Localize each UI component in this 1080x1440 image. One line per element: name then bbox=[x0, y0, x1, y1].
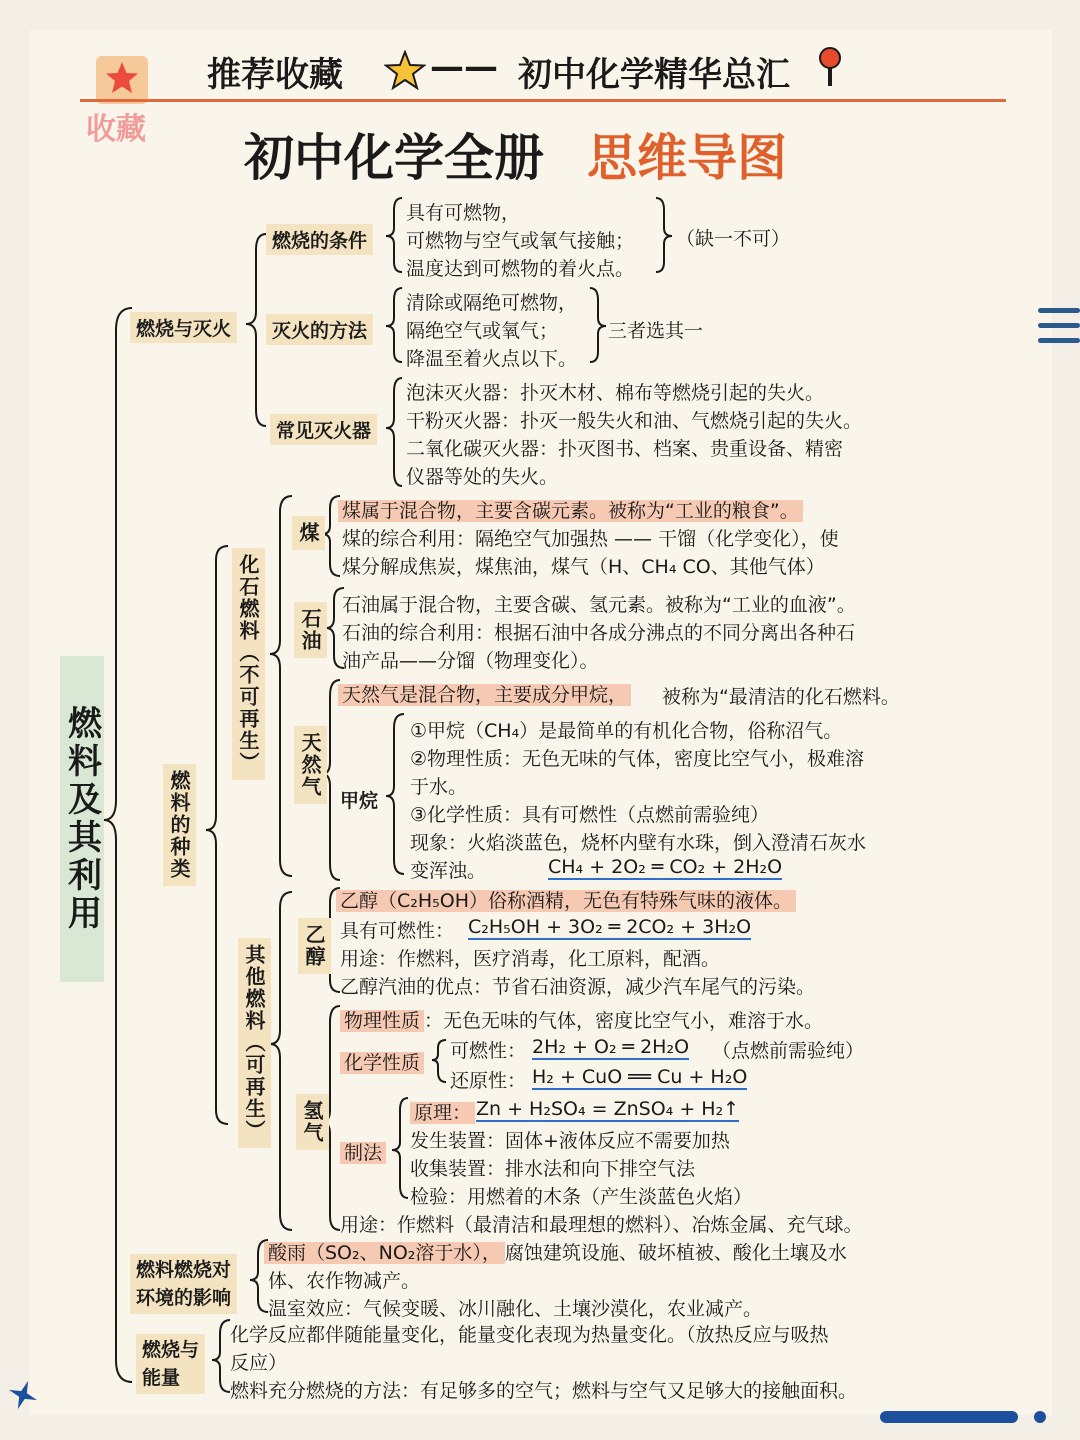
cond-label: 燃烧的条件 bbox=[266, 224, 373, 255]
s3-label-line: 环境的影响 bbox=[136, 1287, 232, 1309]
coal-line: 煤分解成焦炭，煤焦油，煤气（H、CH₄ CO、其他气体） bbox=[342, 556, 825, 578]
ext-label: 灭火的方法 bbox=[266, 314, 373, 345]
s4-label-line: 能量 bbox=[142, 1367, 181, 1389]
flam-note: （点燃前需验纯） bbox=[712, 1040, 865, 1062]
methane-item: ①甲烷（CH₄）是最简单的有机化合物，俗称沼气。 bbox=[410, 720, 843, 742]
prep-item: 收集装置：排水法和向下排空气法 bbox=[410, 1158, 696, 1180]
cond-note: （缺一不可） bbox=[676, 228, 791, 250]
fe-label: 常见灭火器 bbox=[270, 414, 377, 445]
principle-label: 原理： bbox=[410, 1102, 475, 1124]
s1-label: 燃烧与灭火 bbox=[130, 312, 237, 343]
oil-line: 油产品——分馏（物理变化）。 bbox=[342, 650, 599, 672]
s4-label bbox=[136, 1334, 205, 1394]
prep-label: 制法 bbox=[340, 1142, 386, 1164]
ext-item: 降温至着火点以下。 bbox=[406, 348, 578, 370]
page-title-highlight: 思维导图 bbox=[587, 129, 787, 187]
other-label: 其他燃料（可再生） bbox=[238, 938, 271, 1148]
methane-label: 甲烷 bbox=[340, 790, 379, 812]
prep-item: 发生装置：固体+液体反应不需要加热 bbox=[410, 1130, 730, 1152]
recommend-text: 推荐收藏 bbox=[207, 55, 343, 95]
s3-label bbox=[130, 1254, 237, 1314]
oil-line: 石油的综合利用：根据石油中各成分沸点的不同分离出各种石 bbox=[342, 622, 856, 644]
gas-tail: 被称为“最清洁的化石燃料。 bbox=[662, 686, 900, 708]
ext-brace bbox=[386, 288, 402, 362]
s4-brace bbox=[212, 1320, 230, 1392]
ext-item: 清除或隔绝可燃物， bbox=[406, 292, 578, 314]
cond-brace bbox=[386, 198, 402, 272]
scrollbar-track[interactable] bbox=[880, 1411, 1018, 1423]
coal-line: 煤的综合利用：隔绝空气加强热 —— 干馏（化学变化），使 bbox=[342, 528, 839, 550]
energy-line: 反应） bbox=[230, 1352, 288, 1374]
chem-label: 化学性质 bbox=[340, 1052, 424, 1074]
header-dash: —— bbox=[430, 47, 498, 87]
methane-item: 于水。 bbox=[410, 776, 468, 798]
ext-note: 三者选其一 bbox=[608, 320, 704, 342]
gas-highlight: 天然气是混合物，主要成分甲烷， bbox=[338, 684, 631, 706]
fossil-label: 化石燃料（不可再生） bbox=[232, 548, 265, 780]
root-label: 燃料及其利用 bbox=[60, 656, 104, 982]
greenhouse-line: 温室效应：气候变暖、冰川融化、土壤沙漠化，农业减产。 bbox=[268, 1298, 763, 1320]
scrollbar-dot[interactable] bbox=[1034, 1411, 1046, 1423]
ethanol-comb: 具有可燃性： bbox=[340, 920, 455, 942]
energy-line: 燃料充分燃烧的方法：有足够多的空气；燃料与空气又足够大的接触面积。 bbox=[230, 1380, 858, 1402]
oil-line: 石油属于混合物，主要含碳、氢元素。被称为“工业的血液”。 bbox=[342, 594, 856, 616]
fossil-brace bbox=[270, 496, 292, 876]
energy-line: 化学反应都伴随能量变化，能量变化表现为热量变化。（放热反应与吸热 bbox=[230, 1324, 829, 1346]
prep-brace bbox=[392, 1098, 408, 1198]
coal-label: 煤 bbox=[292, 516, 325, 550]
page-title: 初中化学全册 bbox=[244, 129, 544, 187]
flam-label: 可燃性： bbox=[450, 1040, 527, 1062]
red-label: 还原性： bbox=[450, 1070, 527, 1092]
methane-equation: CH₄ + 2O₂ ═ CO₂ + 2H₂O bbox=[548, 856, 783, 878]
cond-right-brace bbox=[656, 198, 672, 272]
methane-item: 现象：火焰淡蓝色，烧杯内壁有水珠，倒入澄清石灰水 bbox=[410, 832, 867, 854]
ext-item: 隔绝空气或氧气； bbox=[406, 320, 559, 342]
root-brace bbox=[104, 308, 132, 1382]
prep-item: 检验：用燃着的木条（产生淡蓝色火焰） bbox=[410, 1186, 753, 1208]
ethanol-adv: 乙醇汽油的优点：节省石油资源，减少汽车尾气的污染。 bbox=[340, 976, 816, 998]
methane-item: 变浑浊。 bbox=[410, 860, 487, 882]
acid-highlight: 酸雨（SO₂、NO₂溶于水）， bbox=[264, 1242, 505, 1264]
acid-line: 体、农作物减产。 bbox=[268, 1270, 421, 1292]
ethanol-label: 乙醇 bbox=[298, 918, 331, 974]
s2-label: 燃料的种类 bbox=[163, 764, 196, 886]
methane-brace bbox=[386, 714, 404, 874]
sparkle-icon bbox=[6, 1378, 40, 1412]
phys-text: ：无色无味的气体，密度比空气小，难溶于水。 bbox=[424, 1010, 824, 1032]
ext-right-brace bbox=[590, 288, 606, 362]
s1-brace bbox=[246, 234, 266, 426]
methane-item: ②物理性质：无色无味的气体，密度比空气小，极难溶 bbox=[410, 748, 865, 770]
cond-item: 具有可燃物， bbox=[406, 202, 521, 224]
fe-item: 二氧化碳灭火器：扑灭图书、档案、贵重设备、精密 bbox=[406, 438, 844, 460]
methane-item: ③化学性质：具有可燃性（点燃前需验纯） bbox=[410, 804, 770, 826]
acid-tail: 腐蚀建筑设施、破坏植被、酸化土壤及水 bbox=[504, 1242, 847, 1264]
favorite-label: 收藏 bbox=[86, 112, 146, 147]
fe-item: 泡沫灭火器：扑灭木材、棉布等燃烧引起的失火。 bbox=[406, 382, 825, 404]
flam-equation: 2H₂ + O₂ ═ 2H₂O bbox=[532, 1036, 690, 1058]
principle-equation: Zn + H₂SO₄ = ZnSO₄ + H₂↑ bbox=[476, 1098, 740, 1120]
header-subtitle: 初中化学精华总汇 bbox=[518, 55, 790, 95]
ethanol-highlight: 乙醇（C₂H₅OH）俗称酒精，无色有特殊气味的液体。 bbox=[336, 890, 796, 912]
phys-label: 物理性质 bbox=[340, 1010, 424, 1032]
gas-label: 天然气 bbox=[294, 726, 327, 804]
ethanol-equation: C₂H₅OH + 3O₂ ═ 2CO₂ + 3H₂O bbox=[468, 916, 752, 938]
hydrogen-label: 氢气 bbox=[296, 1094, 329, 1150]
oil-label: 石油 bbox=[294, 602, 327, 658]
cond-item: 可燃物与空气或氧气接触； bbox=[406, 230, 635, 252]
s2-brace bbox=[206, 546, 228, 1124]
fe-brace bbox=[386, 378, 402, 486]
hydrogen-use: 用途：作燃料（最清洁和最理想的燃料）、冶炼金属、充气球。 bbox=[340, 1214, 863, 1236]
red-equation: H₂ + CuO ══ Cu + H₂O bbox=[532, 1066, 748, 1088]
chem-brace bbox=[432, 1040, 446, 1082]
fe-item: 仪器等处的失火。 bbox=[406, 466, 559, 488]
other-brace bbox=[270, 892, 292, 1230]
ethanol-use: 用途：作燃料，医疗消毒，化工原料，配酒。 bbox=[340, 948, 721, 970]
coal-highlight: 煤属于混合物，主要含碳元素。被称为“工业的粮食”。 bbox=[338, 500, 803, 522]
s4-label-line: 燃烧与 bbox=[142, 1339, 200, 1361]
s3-label-line: 燃料燃烧对 bbox=[136, 1259, 232, 1281]
cond-item: 温度达到可燃物的着火点。 bbox=[406, 258, 635, 280]
fe-item: 干粉灭火器：扑灭一般失火和油、气燃烧引起的失火。 bbox=[406, 410, 863, 432]
